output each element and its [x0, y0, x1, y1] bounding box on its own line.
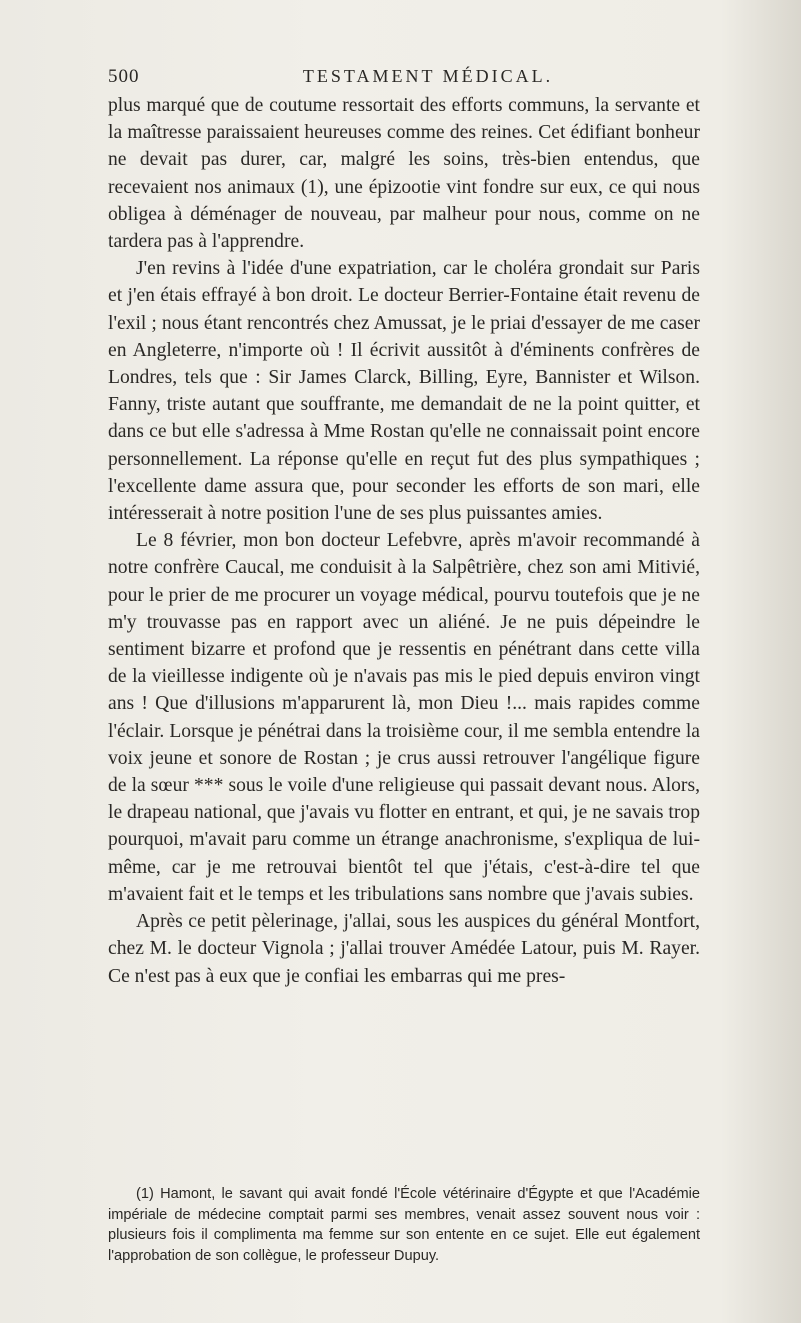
paragraph: J'en revins à l'idée d'une expatriation, car le choléra grondait sur Paris et j'en étais effrayé à bon droit. Le docteur Berrier-Fontaine était revenu de l'exil ; nous étant rencontrés chez Amussat, je le priai d'essayer de me caser en Angleterre, n'importe où ! Il écrivit aussitôt à d'éminents confrères de Londres, tels que : Sir James Clarck, Billing, Eyre, Bannister et Wilson. Fanny, triste autant que souffrante, me demandait de ne la point quitter, et dans ce but elle s'adressa à Mme Rostan qu'elle ne connaissait point encore personnellement. La réponse qu'elle en reçut fut des plus sympathiques ; l'excellente dame assura que, pour seconder les efforts de son mari, elle intéresserait à notre position l'une de ses plus puissantes amies. [108, 258, 700, 525]
footnotes [108, 1184, 700, 1266]
paragraph: Le 8 février, mon bon docteur Lefebvre, après m'avoir recommandé à notre confrère Caucal, me conduisit à la Salpêtrière, chez son ami Mitivié, pour le prier de me procurer un voyage médical, pourvu toutefois que je ne m'y trouvasse pas en rapport avec un aliéné. Je ne puis dépeindre le sentiment bizarre et profond que je ressentis en pénétrant dans cette villa de la vieillesse indigente où je n'avais pas mis le pied depuis environ vingt ans ! Que d'illusions m'apparurent là, mon Dieu !... mais rapides comme l'éclair. Lorsque je pénétrai dans la troisième cour, il me sembla entendre la voix jeune et sonore de Rostan ; je crus aussi retrouver l'angélique figure de la sœur *** sous le voile d'une religieuse qui passait devant nous. Alors, le drapeau national, que j'avais vu flotter en entrant, et qui, je ne savais trop pourquoi, m'avait paru comme un étrange anachronisme, s'expliqua de lui-même, car je me retrouvai bientôt tel que j'étais, c'est-à-dire tel que m'avaient fait et le temps et les tribulations sans nombre que j'avais subies. [108, 530, 700, 905]
body-text [108, 92, 700, 990]
running-title: TESTAMENT MÉDICAL. [302, 66, 554, 86]
paragraph: plus marqué que de coutume ressortait des efforts communs, la servante et la maîtresse paraissaient heureuses comme des reines. Cet édifiant bonheur ne devait pas durer, car, malgré les soins, très-bien entendus, que recevaient nos animaux (1), une épizootie vint fondre sur eux, ce qui nous obligea à déménager de nouveau, par malheur pour nous, comme on ne tardera pas à l'apprendre. [108, 95, 700, 253]
page-header [108, 66, 708, 90]
page-number: 500 [108, 66, 140, 87]
footnote: (1) Hamont, le savant qui avait fondé l'École vétérinaire d'Égypte et que l'Académie impériale de médecine comptait parmi ses membres, venait assez souvent nous voir : plusieurs fois il complimenta ma femme sur son entente en ce sujet. Elle eut également l'approbation de son collègue, le professeur Dupuy. [108, 1186, 700, 1264]
paragraph: Après ce petit pèlerinage, j'allai, sous les auspices du général Montfort, chez M. le docteur Vignola ; j'allai trouver Amédée Latour, puis M. Rayer. Ce n'est pas à eux que je confiai les embarras qui me pres- [108, 911, 700, 987]
